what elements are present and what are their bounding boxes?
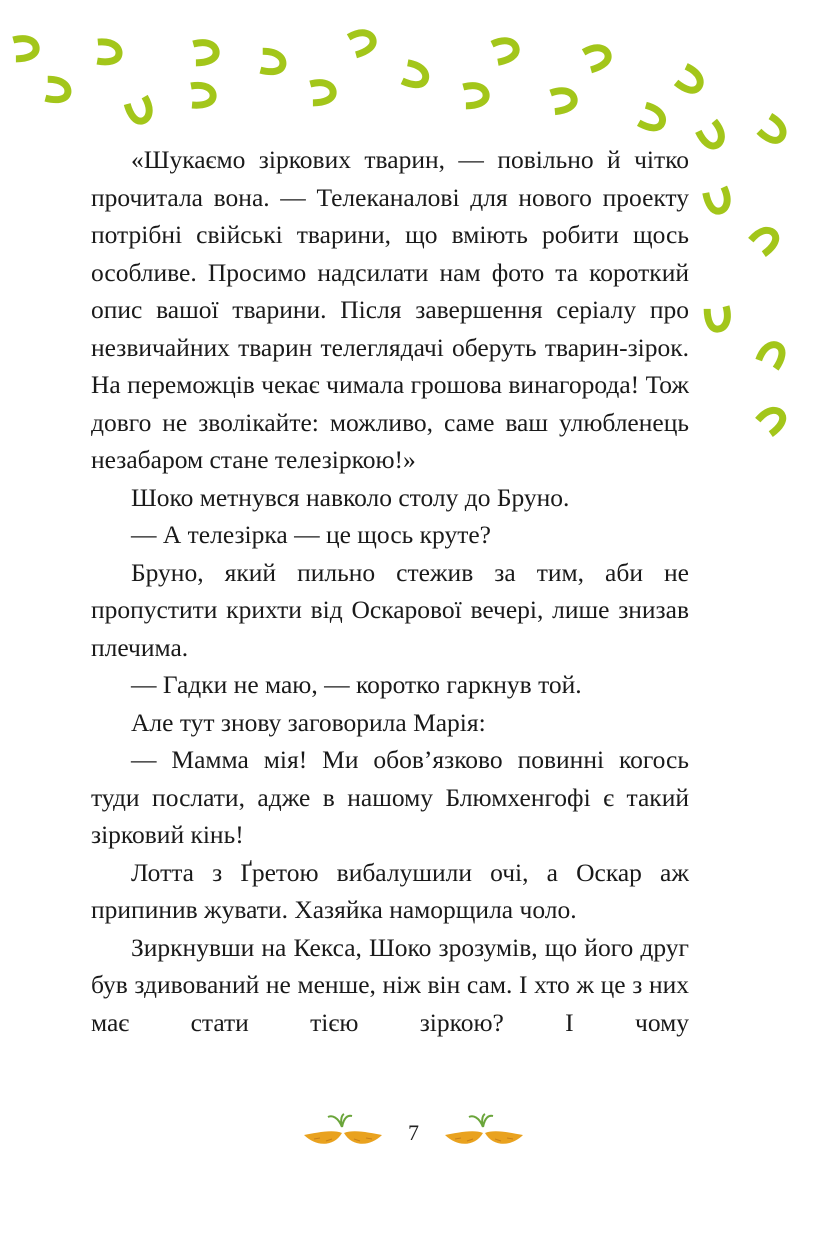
paragraph: — А телезірка — це щось круте? [131, 520, 491, 549]
paragraph: Шоко метнувся навколо столу до Бруно. [131, 482, 570, 512]
carrots-icon [443, 1113, 525, 1153]
paragraph: Лотта з Ґретою вибалушили очі, а Оскар аж припинив жувати. Хазяйка наморщила чоло. [91, 857, 689, 924]
page-footer [0, 1108, 827, 1158]
carrots-icon [302, 1113, 384, 1153]
body-text [91, 141, 689, 1041]
paragraph: Бруно, який пильно стежив за тим, аби не пропустити крихти від Оскарової вечері, лише знизав плечима. [91, 557, 689, 662]
paragraph: «Шукаємо зіркових тварин, — повільно й чітко прочитала вона. — Телеканалові для нового проекту потрібні свійські тварини, що вміють робити щось особливе. Просимо надсилати нам фото та короткий опис вашої тварини. Після завершення серіалу про незвичайних тварин телеглядачі оберуть тварин-зірок. На переможців чекає чимала грошова винагорода! Тож довго не зволікайте: можливо, саме ваш улюбленець незабаром стане телезіркою!» [91, 145, 689, 474]
paragraph: — Гадки не маю, — коротко гаркнув той. [131, 670, 582, 699]
paragraph: — Мамма мія! Ми обов’язково повинні когось туди послати, адже в нашому Блюмхенгофі є такий зірковий кінь! [91, 745, 689, 849]
page-number: 7 [408, 1120, 419, 1145]
paragraph: Але тут знову заговорила Марія: [131, 707, 486, 737]
paragraph: Зиркнувши на Кекса, Шоко зрозумів, що його друг був здивований не менше, ніж він сам. І хто ж це з них має стати тією зіркою? І чому [91, 932, 689, 1037]
